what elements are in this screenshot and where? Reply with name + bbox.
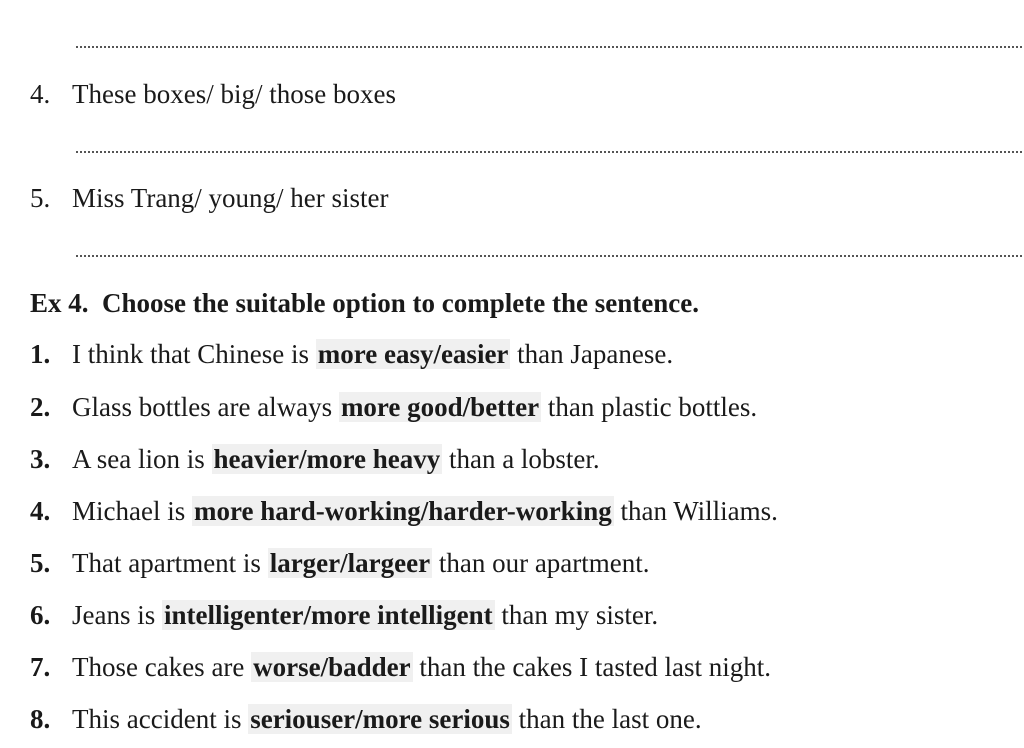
sentence-end: than the last one. [511,704,702,734]
exercise-heading [30,285,699,321]
exercise-label: Ex 4. [30,288,89,318]
item-number: 8. [30,704,51,734]
sentence-end: than the cakes I tasted last night. [412,652,772,682]
option-choice: seriouser/more serious [250,704,510,734]
sentence-end: than plastic bottles. [541,392,758,422]
ex4-item [30,441,600,477]
sentence-end: than my sister. [494,600,659,630]
answer-line [76,151,1022,153]
item-number: 6. [30,600,51,630]
sentence-end: than a lobster. [442,444,600,474]
item-number: 4. [30,496,51,526]
sentence-end: than Japanese. [510,339,674,369]
sentence-start: Jeans is [72,600,162,630]
item-prompt: These boxes/ big/ those boxes [72,79,396,109]
ex4-item [30,597,658,633]
option-choice: larger/largeer [269,548,431,578]
option-choice: more good/better [340,392,540,422]
sentence-start: Michael is [72,496,192,526]
ex4-item [30,493,778,529]
ex4-item [30,336,673,372]
option-choice: more easy/easier [317,339,509,369]
answer-line [76,46,1022,48]
item-number: 4. [30,79,51,109]
option-choice: worse/badder [253,652,411,682]
ex3-item [30,76,396,112]
sentence-start: That apartment is [72,548,268,578]
sentence-start: Glass bottles are always [72,392,339,422]
sentence-start: Those cakes are [72,652,252,682]
option-choice: intelligenter/more intelligent [164,600,493,630]
sentence-end: than our apartment. [432,548,650,578]
item-number: 1. [30,339,51,369]
option-choice: heavier/more heavy [213,444,441,474]
ex3-item [30,180,389,216]
option-choice: more hard-working/harder-working [193,496,612,526]
exercise-instruction: Choose the suitable option to complete the sentence. [102,288,699,318]
sentence-start: A sea lion is [72,444,212,474]
item-prompt: Miss Trang/ young/ her sister [72,183,389,213]
item-number: 3. [30,444,51,474]
ex4-item [30,389,757,425]
ex4-item [30,545,650,581]
item-number: 5. [30,548,51,578]
answer-line [76,255,1022,257]
sentence-start: This accident is [72,704,249,734]
sentence-start: I think that Chinese is [72,339,316,369]
sentence-end: than Williams. [613,496,778,526]
item-number: 7. [30,652,51,682]
ex4-item [30,701,702,737]
item-number: 5. [30,183,51,213]
item-number: 2. [30,392,51,422]
ex4-item [30,649,771,685]
